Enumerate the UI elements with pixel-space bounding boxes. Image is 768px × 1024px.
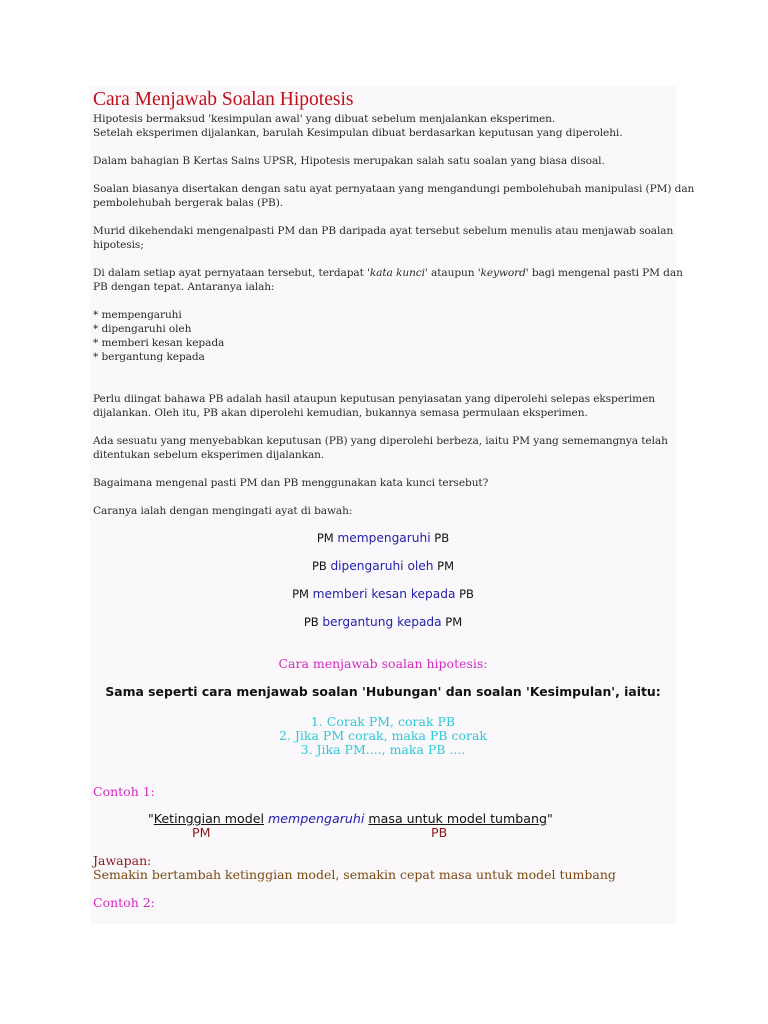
example-2-label: Contoh 2: [93,895,155,910]
paragraph-line: hipotesis; [93,239,144,251]
rule-right: PB [434,531,450,545]
quote-mark: " [546,811,553,826]
bullet-item: * mempengaruhi [93,309,182,321]
answer-label: Jawapan: [93,853,152,868]
kata-kunci-term: kata kunci [369,267,425,279]
answer-text: Semakin bertambah ketinggian model, semakin cepat masa untuk model tumbang [93,867,616,882]
rule-line [93,587,673,601]
paragraph-line: Bagaimana mengenal pasti PM dan PB menggunakan kata kunci tersebut? [93,477,489,489]
text-run: ' bagi mengenal pasti PM dan [525,267,683,279]
example-1-label: Contoh 1: [93,784,155,799]
paragraph-line [93,266,683,280]
pb-phrase: masa untuk model tumbang [368,811,547,826]
paragraph-line: Setelah eksperimen dijalankan, barulah Kesimpulan dibuat berdasarkan keputusan yang diperolehi. [93,127,623,139]
pattern-item: 3. Jika PM...., maka PB .... [300,742,466,757]
rule-line [93,559,673,573]
bullet-item: * memberi kesan kepada [93,337,225,349]
paragraph-line: Perlu diingat bahawa PB adalah hasil ataupun keputusan penyiasatan yang diperolehi selepas eksperimen [93,393,655,405]
rule-line [93,615,673,629]
paragraph-line: Dalam bahagian B Kertas Sains UPSR, Hipotesis merupakan salah satu soalan yang biasa disoal. [93,155,605,167]
rule-left: PM [292,587,309,601]
method-heading: Cara menjawab soalan hipotesis: [278,656,488,671]
rule-right: PM [445,615,463,629]
pattern-item: 1. Corak PM, corak PB [310,714,456,729]
rule-right: PB [459,587,474,601]
same-as-text: Sama seperti cara menjawab soalan 'Hubungan' dan soalan 'Kesimpulan', iaitu: [105,684,661,699]
text-run: Di dalam setiap ayat pernyataan tersebut, terdapat ' [93,267,370,279]
bullet-item: * bergantung kepada [93,351,205,363]
pm-marker: PM [192,825,211,840]
rule-left: PB [303,615,319,629]
quote-mark: " [148,811,154,826]
rule-right: PM [437,559,455,573]
page-title: Cara Menjawab Soalan Hipotesis [93,89,354,110]
paragraph-line: Soalan biasanya disertakan dengan satu ayat pernyataan yang mengandungi pembolehubah manipulasi (PM) dan [93,183,695,195]
pb-marker: PB [431,825,448,840]
rule-left: PB [311,559,327,573]
paragraph-line: Caranya ialah dengan mengingati ayat di bawah: [93,505,353,517]
text-run: ' ataupun ' [424,267,481,279]
example-1-statement [148,811,553,826]
pattern-item: 2. Jika PM corak, maka PB corak [279,728,487,743]
rule-keyword: memberi kesan kepada [312,587,456,601]
example-keyword: mempengaruhi [268,811,365,826]
rule-line [93,531,673,545]
paragraph-line: PB dengan tepat. Antaranya ialah: [93,281,275,293]
rule-left: PM [316,531,334,545]
bullet-item: * dipengaruhi oleh [93,323,192,335]
paragraph-line: Murid dikehendaki mengenalpasti PM dan PB daripada ayat tersebut sebelum menulis atau menjawab soalan [93,225,674,237]
rule-keyword: mempengaruhi [337,531,431,545]
keyword-term: keyword [480,267,526,279]
rule-keyword: bergantung kepada [322,615,442,629]
rule-keyword: dipengaruhi oleh [330,559,434,573]
paragraph-line: dijalankan. Oleh itu, PB akan diperolehi kemudian, bukannya semasa permulaan eksperimen. [93,407,588,419]
paragraph-line: ditentukan sebelum eksperimen dijalankan. [93,449,325,461]
pm-phrase: Ketinggian model [153,811,264,826]
paragraph-line: pembolehubah bergerak balas (PB). [93,197,284,209]
paragraph-line: Ada sesuatu yang menyebabkan keputusan (PB) yang diperolehi berbeza, iaitu PM yang sememangnya telah [93,435,668,447]
paragraph-line: Hipotesis bermaksud 'kesimpulan awal' yang dibuat sebelum menjalankan eksperimen. [93,113,556,125]
